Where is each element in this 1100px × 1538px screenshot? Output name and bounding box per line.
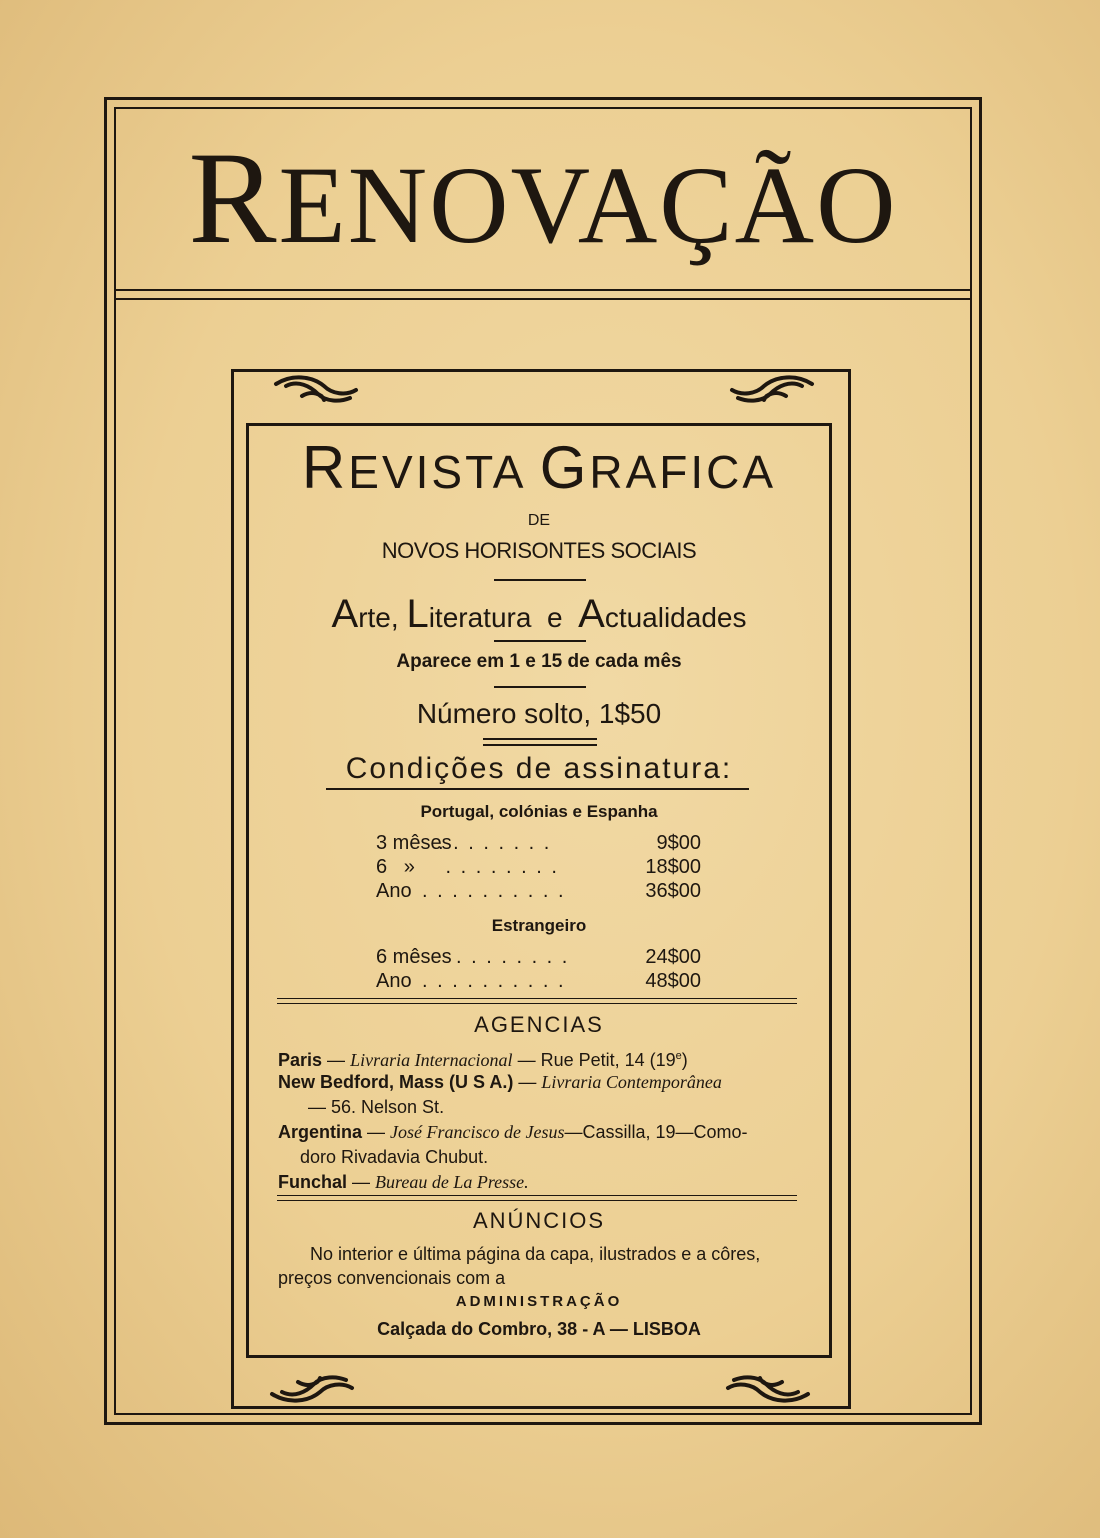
subscription-heading: Condições de assinatura: [345, 752, 733, 785]
rule-4a [483, 738, 597, 740]
subtitle: NOVOS HORISONTES SOCIAIS [381, 538, 697, 563]
rule-4b [483, 744, 597, 746]
dash: — [513, 1072, 542, 1092]
frequency: Aparece em 1 e 15 de cada mês [396, 651, 682, 672]
subscription-heading-underline [326, 788, 749, 790]
rule-3 [494, 686, 586, 688]
masthead-title [114, 124, 972, 275]
administration-label: ADMINISTRAÇÃO [455, 1293, 623, 1310]
arts-rte: rte, [358, 602, 399, 633]
single-issue-price: Número solto, 1$50 [416, 698, 662, 729]
agency-city: Argentina [278, 1122, 363, 1142]
double-rule-1 [277, 998, 797, 1004]
masthead-rule-top [116, 289, 970, 291]
dash: — [512, 1050, 541, 1070]
arts-a: A [331, 592, 359, 636]
price-dots: . . . . . . . . [456, 946, 570, 968]
arts-line [246, 592, 832, 640]
price-dots: . . . . . . . . . . [422, 880, 566, 902]
arts-e: e [546, 602, 563, 633]
agencies-heading: AGENCIAS [474, 1012, 604, 1037]
revista-title [246, 434, 832, 502]
masthead-rule-bottom [116, 298, 970, 300]
paren: ) [681, 1050, 688, 1070]
price-dots: . . . . . . . . [438, 856, 559, 878]
price-label: Ano [376, 970, 412, 992]
dash: — [347, 1172, 376, 1192]
price-label: 3 mêses [376, 832, 452, 854]
price-label: Ano [376, 880, 412, 902]
scroll-ornament-bottom-left [268, 1372, 358, 1406]
arts-l: L [406, 592, 429, 636]
ads-line-2: preços convencionais com a [278, 1268, 506, 1288]
dash: — [322, 1050, 351, 1070]
agency-name: Livraria Contemporânea [541, 1072, 722, 1092]
rule-2 [494, 640, 586, 642]
dash: — [362, 1122, 391, 1142]
price-label: 6 » [376, 856, 415, 878]
revista-title-evista: EVISTA [348, 446, 524, 498]
agency-name: José Francisco de Jesus [390, 1122, 565, 1142]
de-label: DE [527, 512, 551, 529]
ads-line-1: No interior e última página da capa, ilustrados e a côres, [310, 1244, 761, 1264]
admin-address: Calçada do Combro, 38 - A — LISBOA [377, 1319, 701, 1339]
arts-a2: A [578, 592, 605, 636]
superscript: e [675, 1050, 682, 1062]
agency-address: —Cassilla, 19—Como- [564, 1122, 748, 1142]
agency-address: Rue Petit, 14 (19 [540, 1050, 676, 1070]
scroll-ornament-top-left [272, 372, 362, 406]
agency-paris [278, 1044, 688, 1072]
agency-city: Funchal [278, 1172, 348, 1192]
revista-title-r: R [301, 434, 349, 501]
price-label: 6 mêses [376, 946, 452, 968]
price-value: 36$00 [645, 880, 701, 902]
agency-new-bedford [278, 1070, 722, 1094]
price-value: 24$00 [645, 946, 701, 968]
rule-1 [494, 579, 586, 581]
scroll-ornament-top-right [726, 372, 816, 406]
price-dots: . . . . . . . . [438, 832, 552, 854]
arts-iteratura: iteratura [428, 602, 532, 633]
double-rule-2 [277, 1195, 797, 1201]
masthead-rest: ENOVAÇÃO [278, 144, 898, 266]
ads-heading: ANÚNCIOS [472, 1208, 606, 1233]
agency-argentina-address: doro Rivadavia Chubut. [300, 1147, 489, 1167]
scroll-ornament-bottom-right [722, 1372, 812, 1406]
foreign-heading: Estrangeiro [491, 916, 587, 935]
agency-argentina [278, 1120, 748, 1144]
price-dots: . . . . . . . . . . [422, 970, 566, 992]
revista-title-rafica: RAFICA [589, 446, 777, 498]
price-value: 9$00 [656, 832, 701, 854]
price-value: 48$00 [645, 970, 701, 992]
agency-new-bedford-address: — 56. Nelson St. [308, 1097, 445, 1117]
agency-funchal [278, 1170, 529, 1194]
domestic-heading: Portugal, colónias e Espanha [420, 802, 658, 821]
agency-name: Livraria Internacional [350, 1050, 513, 1070]
agency-name: Bureau de La Presse. [375, 1172, 529, 1192]
arts-ctualidades: ctualidades [604, 602, 747, 633]
agency-city: New Bedford, Mass (U S A.) [278, 1072, 514, 1092]
revista-title-g: G [539, 434, 590, 501]
agency-city: Paris [278, 1050, 323, 1070]
price-value: 18$00 [645, 856, 701, 878]
masthead-initial: R [188, 124, 279, 271]
